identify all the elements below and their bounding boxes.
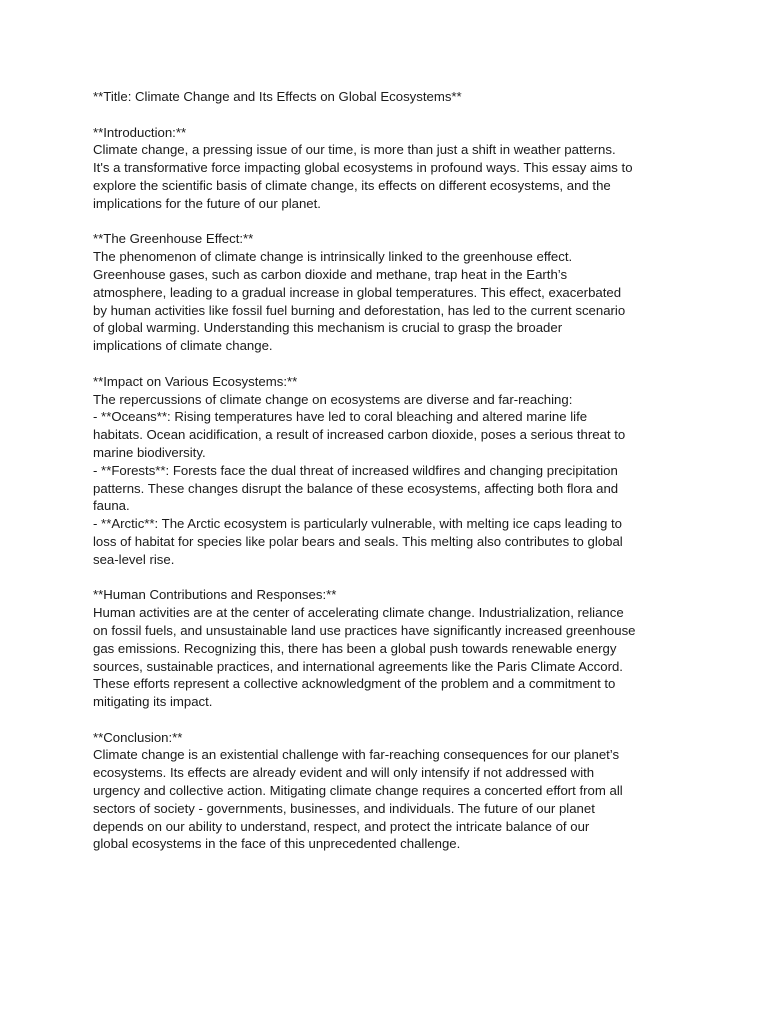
text-line: implications for the future of our planet. <box>93 195 321 211</box>
paragraph-spacer <box>93 213 693 231</box>
section-impact-ecosystems <box>93 373 693 569</box>
text-line: explore the scientific basis of climate change, its effects on different ecosystems, and the <box>93 177 611 193</box>
paragraph-spacer <box>93 106 693 124</box>
text-line: sea-level rise. <box>93 551 175 567</box>
text-line: fauna. <box>93 498 130 514</box>
section-heading-human: **Human Contributions and Responses:** <box>93 587 337 603</box>
text-line: Human activities are at the center of accelerating climate change. Industrialization, reliance <box>93 605 624 621</box>
text-line: by human activities like fossil fuel burning and deforestation, has led to the current scenario <box>93 302 626 318</box>
text-line: The repercussions of climate change on ecosystems are diverse and far-reaching: <box>93 391 573 407</box>
list-item-oceans: - **Oceans**: Rising temperatures have led to coral bleaching and altered marine life <box>93 409 588 425</box>
text-line: mitigating its impact. <box>93 694 213 710</box>
text-line: urgency and collective action. Mitigating climate change requires a concerted effort from all <box>93 783 623 799</box>
text-line: It's a transformative force impacting global ecosystems in profound ways. This essay aims to <box>93 160 633 176</box>
section-heading-greenhouse: **The Greenhouse Effect:** <box>93 231 254 247</box>
text-line: implications of climate change. <box>93 338 273 354</box>
text-line: sectors of society - governments, businesses, and individuals. The future of our planet <box>93 800 595 816</box>
section-human-contributions <box>93 586 693 711</box>
text-line: patterns. These changes disrupt the balance of these ecosystems, affecting both flora and <box>93 480 619 496</box>
list-item-arctic: - **Arctic**: The Arctic ecosystem is particularly vulnerable, with melting ice caps leading to <box>93 516 622 532</box>
text-line: on fossil fuels, and unsustainable land use practices have significantly increased greenhouse <box>93 622 636 638</box>
section-introduction <box>93 124 693 213</box>
text-line: gas emissions. Recognizing this, there has been a global push towards renewable energy <box>93 640 617 656</box>
text-line: atmosphere, leading to a gradual increase in global temperatures. This effect, exacerbated <box>93 284 622 300</box>
text-line: loss of habitat for species like polar bears and seals. This melting also contributes to global <box>93 533 623 549</box>
text-line: Climate change, a pressing issue of our time, is more than just a shift in weather patterns. <box>93 142 616 158</box>
section-conclusion <box>93 729 693 854</box>
text-line: marine biodiversity. <box>93 444 206 460</box>
text-line: The phenomenon of climate change is intrinsically linked to the greenhouse effect. <box>93 249 573 265</box>
paragraph-spacer <box>93 569 693 587</box>
section-heading-introduction: **Introduction:** <box>93 124 187 140</box>
text-line: ecosystems. Its effects are already evident and will only intensify if not addressed with <box>93 765 595 781</box>
text-line: Greenhouse gases, such as carbon dioxide and methane, trap heat in the Earth’s <box>93 266 568 282</box>
text-line: Climate change is an existential challenge with far-reaching consequences for our planet’s <box>93 747 620 763</box>
paragraph-spacer <box>93 711 693 729</box>
text-line: These efforts represent a collective acknowledgment of the problem and a commitment to <box>93 676 616 692</box>
section-heading-impact: **Impact on Various Ecosystems:** <box>93 373 298 389</box>
text-line: sources, sustainable practices, and international agreements like the Paris Climate Accord. <box>93 658 623 674</box>
document-body <box>93 88 693 853</box>
paragraph-spacer <box>93 355 693 373</box>
list-item-forests: - **Forests**: Forests face the dual threat of increased wildfires and changing precipitation <box>93 462 618 478</box>
text-line: depends on our ability to understand, respect, and protect the intricate balance of our <box>93 818 590 834</box>
text-line: habitats. Ocean acidification, a result of increased carbon dioxide, poses a serious threat to <box>93 427 626 443</box>
section-heading-conclusion: **Conclusion:** <box>93 729 183 745</box>
document-title: **Title: Climate Change and Its Effects on Global Ecosystems** <box>93 89 462 104</box>
section-greenhouse-effect <box>93 230 693 355</box>
text-line: of global warming. Understanding this mechanism is crucial to grasp the broader <box>93 320 563 336</box>
text-line: global ecosystems in the face of this unprecedented challenge. <box>93 836 461 852</box>
